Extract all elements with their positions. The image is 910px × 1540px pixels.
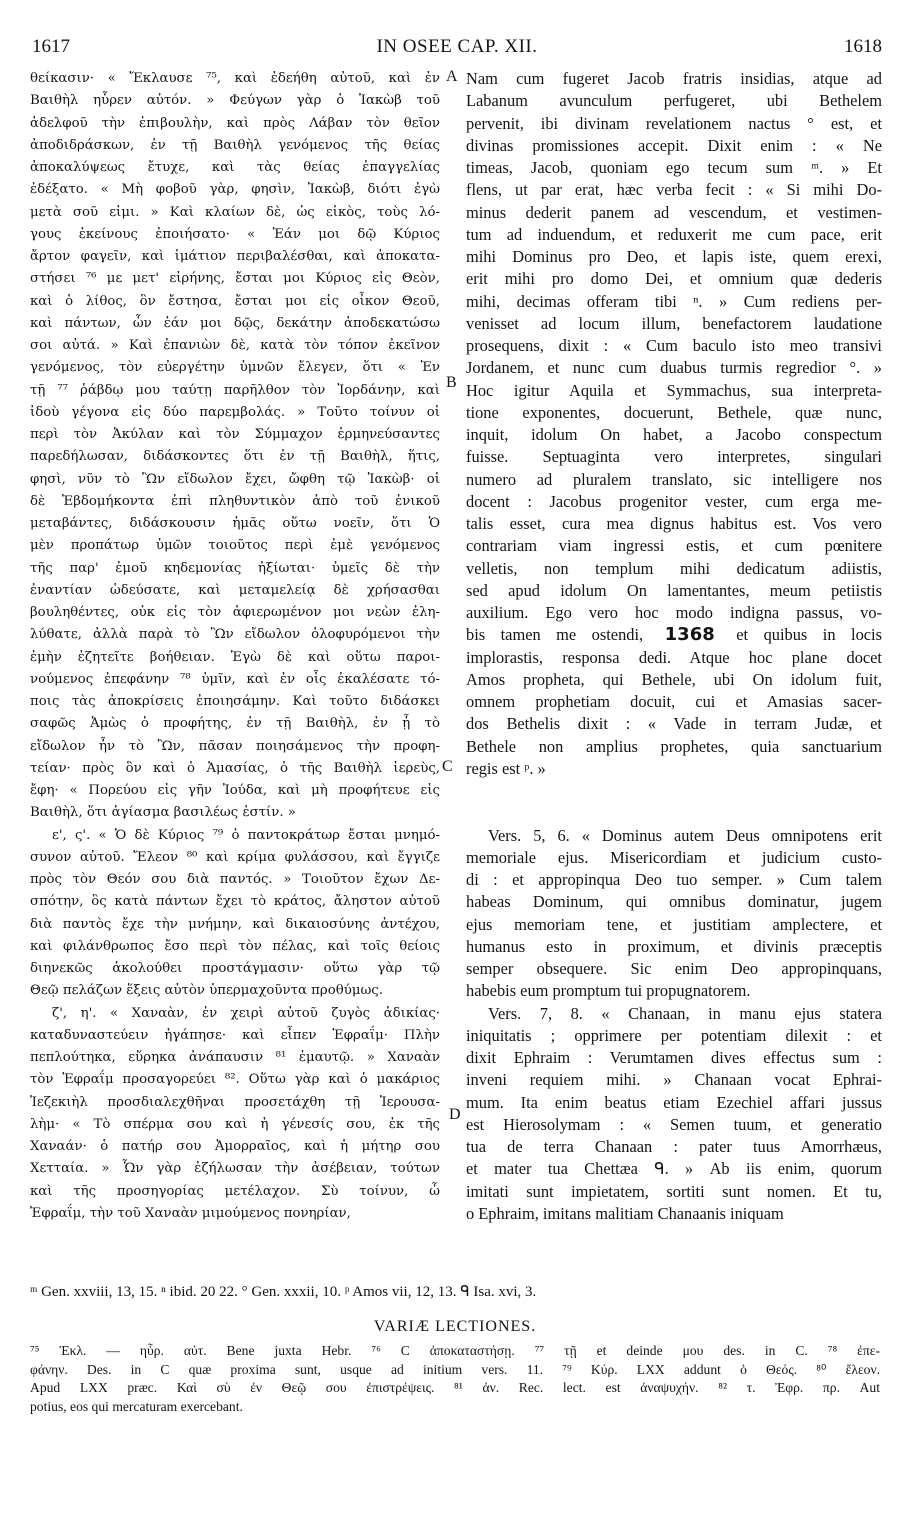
latin-text-line: et mater tua Chettæa ᑫ. » Ab iis enim, quorum — [466, 1159, 882, 1179]
latin-text-line: Labanum avunculum perfugeret, ubi Bethelem — [466, 91, 882, 111]
latin-text-line: habebis eum promptum tui propugnatorem. — [466, 981, 751, 1001]
page-header — [32, 36, 882, 62]
greek-text-line: Βαιθὴλ, ὅτι ἁγίασμα βασιλέως ἐστίν. » — [30, 805, 296, 821]
latin-text-line: Bethele non amplius prophetes, quia sanctuarium — [466, 736, 882, 756]
latin-text-line: tione exponentes, docuerunt, Bethele, quæ nunc, — [466, 402, 882, 422]
latin-text-line: talis esset, cura mea dignus habitus est. Vos vero — [466, 514, 882, 533]
latin-text-line: erit mihi pro domo Dei, et omnium quæ dederis — [466, 269, 882, 289]
latin-text-line: venisset ad locum illum, benefactorem laudatione — [466, 313, 882, 333]
variae-line: Apud LXX præc. Καὶ σὺ ἐν Θεῷ σου ἐπιστρέψεις. ⁸¹ ἀν. Rec. lect. est ἀναψυχήν. ⁸² τ. Ἐφρ. πρ. Aut — [30, 1380, 880, 1395]
variae-line: φάνην. Des. in C quæ proxima sunt, usque ad initium vers. 11. ⁷⁹ Κύρ. LXX addunt ὁ Θεός. ⁸⁰ ἔλεον. — [30, 1361, 880, 1377]
greek-text-line: Ἰεζεκιὴλ προσδιαλεχθῆναι προσετάχθη τῇ Ἱερουσα- — [30, 1094, 440, 1110]
greek-text-line: ἀποκαλύψεως ἔτυχε, καὶ τὰς θείας ἐπαγγελίας — [30, 160, 440, 175]
latin-text-line: numero ad pluralem translato, sic intelligere nos — [466, 469, 882, 489]
greek-text-line: καὶ ὁ λίθος, ὃν ἔστησα, ἔσται μοι εἰς οἶκον Θεοῦ, — [30, 293, 440, 309]
greek-text-line: τῆς παρ' ἐμοῦ κηδεμονίας ἠξίωται· ὑμεῖς δὲ τὴν — [30, 560, 440, 576]
greek-text-line: διὰ παντὸς ἔχε τὴν μνήμην, καὶ δικαιοσύνης ἀντέχου, — [30, 916, 440, 932]
latin-text-line: di : et appropinqua Deo tuo semper. » Cum talem — [466, 870, 882, 889]
greek-text-line: καταδυναστεύειν ἠγάπησε· καὶ εἶπεν Ἐφραΐμ· Πλὴν — [30, 1027, 440, 1043]
latin-text-line: timeas, Jacob, quoniam ego tecum sum ᵐ. » Et — [466, 158, 882, 177]
latin-text-line: humanus esto in proximum, et divinis præceptis — [466, 936, 882, 956]
latin-text-line: mihi, decimas offeram tibi ⁿ. » Cum rediens per- — [466, 291, 882, 311]
greek-text-line: στήσει ⁷⁶ με μετ' εἰρήνης, ἔσται μοι Κύριος εἰς Θεὸν, — [30, 271, 440, 287]
greek-text-line: ἐναντίαν ὡδεύσατε, καὶ μεταμελείᾳ δὲ χρήσασθαι — [30, 582, 440, 598]
greek-text-line: σαφῶς Ἀμὼς ὁ προφήτης, ἐν τῇ Βαιθὴλ, ἐν ᾗ τὸ — [30, 716, 440, 732]
greek-text-line: Βαιθὴλ ηὗρεν αὐτόν. » Φεύγων γὰρ ὁ Ἰακὼβ τοῦ — [30, 93, 440, 109]
latin-text-line: iniquitatis ; opprimere per potentiam dilexit : et — [466, 1025, 882, 1045]
greek-text-line: μεταβάντες, διδάσκουσιν ἡμᾶς οὕτω νοεῖν, ὅτι Ὁ — [30, 516, 440, 531]
latin-text-line: ejus memoriam tene, et justitiam amplectere, et — [466, 914, 882, 934]
latin-column — [466, 68, 882, 1225]
latin-text-line: semper obsequere. Sic enim Deo appropinquans, — [466, 959, 882, 978]
latin-text-line: mihi Dominus pro Deo, et lapis iste, quem erexi, — [466, 247, 882, 266]
greek-text-line: εἴδωλον ἦν τὸ Ὢν, πᾶσαν ποιησάμενος τὴν προφη- — [30, 738, 440, 754]
latin-text-line: Vers. 5, 6. « Dominus autem Deus omnipotens erit — [488, 825, 882, 845]
greek-text-line: πεπλούτηκα, εὕρηκα ἀνάπαυσιν ⁸¹ ἐμαυτῷ. » Χαναὰν — [30, 1050, 440, 1065]
greek-text-line: καὶ πάντων, ὧν ἐάν μοι δῷς, δεκάτην ἀποδεκατώσω — [30, 315, 440, 331]
greek-text-line: τείαν· πρὸς ὃν καὶ ὁ Ἀμασίας, ὁ τῆς Βαιθὴλ ἱερεὺς, — [30, 760, 440, 776]
margin-letter-b: B — [446, 374, 457, 391]
latin-text-line: Hoc igitur Aquila et Symmachus, sua interpreta- — [466, 380, 882, 400]
greek-text-line: ἐμὴν ἐζητεῖτε βοήθειαν. Ἐγὼ δὲ καὶ οὕτω παροι- — [30, 649, 440, 665]
column-number: 1368 — [664, 624, 715, 646]
latin-text-line: tum ad induendum, et reduxerit me cum pace, erit — [466, 224, 882, 244]
latin-text-line: imitati sunt impietatem, sortiti sunt nomen. Et tu, — [466, 1181, 882, 1201]
greek-text-line: καὶ τῆς προσηγορίας μετέλαχον. Σὺ τοίνυν, ὦ — [30, 1183, 440, 1199]
greek-text-line: ἰδοὺ γέγονα εἰς δύο παρεμβολάς. » Τοῦτο τοίνυν οἱ — [30, 404, 440, 420]
variae-line: ⁷⁵ Ἐκλ. — ηὗρ. αὐτ. Bene juxta Hebr. ⁷⁶ C ἀποκαταστήσῃ. ⁷⁷ τῇ et deinde μου des. in C. ⁷⁸ ἐπε- — [30, 1343, 880, 1358]
latin-text-line: auxilium. Ego vero hoc modo indigna passus, vo- — [466, 603, 882, 622]
page-number-left: 1617 — [32, 36, 70, 57]
greek-text-line: ἀδελφοῦ τὴν ἐπιβουλὴν, καὶ πρὸς Λάβαν τὸν θεῖον — [30, 115, 440, 131]
greek-text-line: τῇ ⁷⁷ ῥάβδῳ μου ταύτῃ παρῆλθον τὸν Ἰορδάνην, καὶ — [30, 382, 440, 398]
greek-text-line: παρεδήλωσαν, διδάσκοντες ὅτι ἐν τῇ Βαιθὴλ, ἥτις, — [30, 449, 440, 465]
greek-text-line: καὶ φιλάνθρωπος ἔσο περὶ τὸν πέλας, καὶ τοῖς θείοις — [30, 938, 440, 954]
greek-text-line: μετὰ σοῦ εἰμι. » Καὶ κλαίων δὲ, ὡς εἰκὸς, τοὺς λό- — [30, 204, 440, 220]
latin-bottom-block — [466, 825, 882, 1226]
greek-text-line: ἄρτον φαγεῖν, καὶ ἱμάτιον περιβαλέσθαι, καὶ ἀποκατα- — [30, 249, 440, 264]
latin-text-line: minus dederit panem ad vescendum, et vestimen- — [466, 202, 882, 222]
greek-text-line: λὴμ· « Τὸ σπέρμα σου καὶ ἡ γένεσίς σου, ἐκ τῆς — [30, 1116, 440, 1132]
greek-text-line: φησὶ, νῦν τὸ Ὢν εἴδωλον ἔχει, ὤφθη τῷ Ἰακὼβ· οἱ — [30, 471, 440, 487]
latin-text-line: prosequens, dixit : « Cum baculo isto meo transivi — [466, 336, 882, 355]
variae-lectiones — [30, 1342, 880, 1416]
greek-text-line: ἀποδιδράσκων, ἐν τῇ Βαιθὴλ γενόμενος τῆς θείας — [30, 137, 440, 153]
latin-text-line: docent : Jacobus progenitor vester, cum erga me- — [466, 491, 882, 511]
latin-text-line: contrariam viam ingressi estis, et cum pœnitere — [466, 536, 882, 556]
greek-text-line: σοι αὐτά. » Καὶ ἐπανιὼν δὲ, κατὰ τὸν τόπον ἐκεῖνον — [30, 338, 440, 353]
latin-text-line: sed apud idolum On lamentantes, meum petiistis — [466, 580, 882, 600]
paragraph-gap — [466, 802, 882, 824]
greek-text-line: νούμενος ἐπεφάνην ⁷⁸ ὑμῖν, καὶ ἐν οἷς ἐκαλέσατε τό- — [30, 671, 440, 687]
latin-text-line: velletis, non templum mihi dedicatum adiistis, — [466, 558, 882, 578]
latin-text-line: Jordanem, et nunc cum duabus turmis regredior °. » — [466, 358, 882, 378]
latin-text-line: habeas Dominum, qui omnibus dominatur, jugem — [466, 892, 882, 912]
scripture-footnotes: ᵐ Gen. xxviii, 13, 15. ⁿ ibid. 20 22. ° Gen. xxxii, 10. ᵖ Amos vii, 12, 13. ᑫ Isa. xvi, 3. — [30, 1284, 537, 1300]
paragraph-gap — [466, 780, 882, 802]
latin-text-line: o Ephraim, imitans malitiam Chanaanis iniquam — [466, 1203, 784, 1223]
latin-text-line: Amos propheta, qui Bethele, ubi On idolum fuit, — [466, 669, 882, 689]
greek-column — [30, 68, 440, 1225]
greek-text-line: περὶ τὸν Ἀκύλαν καὶ τὸν Σύμμαχον ἑρμηνεύσαντες — [30, 427, 440, 442]
latin-text-line: pervenit, ibi divinam revelationem nactus ° est, et — [466, 113, 882, 133]
variae-lectiones-title: VARIÆ LECTIONES. — [373, 1318, 537, 1335]
latin-text-line: dixit Ephraim : Verumtamen dives effectus sum : — [466, 1048, 882, 1067]
greek-text-line: γους ἐκείνους ἐποιήσατο· « Ἐάν μοι δῷ Κύριος — [30, 226, 440, 242]
latin-line-number — [466, 624, 882, 646]
greek-text-line: βουληθέντες, οὐκ εἰς τὸν ἀφιερωμένον μοι νεὼν ἐλη- — [30, 605, 440, 620]
greek-text-line: γενόμενος, τὸν εὐεργέτην ὑμνῶν ἔλεγεν, ὅτι « Ἐν — [30, 360, 440, 376]
latin-text-line: flens, ut par erat, hæc verba fecit : « Si mihi Do- — [466, 180, 882, 200]
latin-text-line: regis est ᵖ. » — [466, 758, 546, 778]
latin-middle-block — [466, 647, 882, 781]
greek-text-line: λύθατε, ἀλλὰ παρὰ τὸ Ὢν εἴδωλον ὀλοφυρόμενοι τὴν — [30, 627, 440, 643]
latin-text-line: fuisse. Septuaginta vero interpretes, singulari — [466, 447, 882, 467]
greek-text-line: μὲν προπάτωρ ὑμῶν τοιοῦτος περὶ ἐμὲ γενόμενος — [30, 538, 440, 554]
latin-text-line: inquit, idolum On habet, a Jacobo conspectum — [466, 425, 882, 444]
latin-text-line: est Hierosolymam : « Semen tuum, et generatio — [466, 1114, 882, 1134]
variae-line: potius, eos qui mercaturam exercebant. — [30, 1398, 243, 1414]
greek-text-line: Χετταία. » Ὧν γὰρ ἐζήλωσαν τὴν ἀσέβειαν, τούτων — [30, 1161, 440, 1177]
greek-text-line: τὸν Ἐφραΐμ προσαγορεύει ⁸². Οὕτω γὰρ καὶ ὁ μακάριος — [30, 1072, 440, 1088]
latin-text-line: dos Bethelis dixit : « Vade in terram Judæ, et — [466, 714, 882, 734]
greek-text-line: πρὸς τὸν Θεόν σου διὰ παντός. » Τοιοῦτον ἔχων Δε- — [30, 872, 440, 887]
greek-text-line: Ἐφραΐμ, τὴν τοῦ Χαναὰν μιμούμενος πονηρίαν, — [30, 1205, 351, 1221]
latin-text-line: mum. Ita enim beatus etiam Ezechiel affari jussus — [466, 1092, 882, 1112]
latin-text-line: implorastis, responsa dedi. Atque hoc plane docet — [466, 647, 882, 667]
greek-text-line: Χαναάν· ὁ πατήρ σου Ἀμορραῖος, καὶ ἡ μήτηρ σου — [30, 1139, 440, 1154]
running-title: IN OSEE CAP. XII. — [376, 36, 538, 57]
greek-text-line: διηνεκῶς ἀκολούθει προστάγμασιν· οὕτω γὰρ τῷ — [30, 961, 440, 976]
greek-text-line: ζ', η'. « Χαναὰν, ἐν χειρὶ αὐτοῦ ζυγὸς ἀδικίας· — [52, 1005, 440, 1021]
greek-text-line: Θεῷ πελάζων ἕξεις αὐτὸν ὑπερμαχοῦντα προθύμως. — [30, 983, 383, 999]
greek-text-line: συνον αὐτοῦ. Ἔλεον ⁸⁰ καὶ κρίμα φυλάσσου, καὶ ἔγγιζε — [30, 849, 440, 865]
latin-text-line: divinas promissiones accepit. Dixit enim : « Ne — [466, 135, 882, 155]
margin-letter-a: A — [446, 68, 458, 85]
greek-text-line: δὲ Ἑβδομήκοντα ἐπὶ πληθυντικὸν ἀπὸ τοῦ ἑνικοῦ — [30, 493, 440, 509]
latin-text-line: Vers. 7, 8. « Chanaan, in manu ejus statera — [488, 1003, 882, 1023]
latin-text-line: inveni requiem mihi. » Chanaan vocat Ephrai- — [466, 1070, 882, 1090]
latin-number-after: et quibus in locis — [736, 625, 882, 645]
greek-text-line: ἔφη· « Πορεύου εἰς γῆν Ἰούδα, καὶ μὴ προφήτευε εἰς — [30, 783, 440, 798]
latin-text-line: Nam cum fugeret Jacob fratris insidias, atque ad — [466, 69, 882, 88]
margin-letter-d: D — [449, 1106, 461, 1123]
latin-text-line: tua de terra Chanaan : pater tuus Amorrhæus, — [466, 1137, 882, 1156]
greek-text-line: ποις τὰς ἀποκρίσεις ἐποιησάμην. Καὶ τοῦτο διδάσκει — [30, 694, 440, 709]
latin-top-block — [466, 68, 882, 624]
greek-text-line: ε', ς'. « Ὁ δὲ Κύριος ⁷⁹ ὁ παντοκράτωρ ἔσται μνημό- — [52, 827, 440, 843]
greek-text-line: σπότην, ὃς κατὰ πάντων ἔχει τὸ κράτος, ἄληστον αὐτοῦ — [30, 894, 440, 910]
latin-text-line: memoriale ejus. Misericordiam et judicium custo- — [466, 847, 882, 867]
greek-text-line: ἐδέξατο. « Μὴ φοβοῦ γὰρ, φησὶν, Ἰακὼβ, διότι ἐγὼ — [30, 182, 440, 198]
latin-text-line: omnem prophetiam docuit, cui et Amasias sacer- — [466, 692, 882, 711]
page-number-right: 1618 — [844, 36, 882, 57]
greek-text-line: θείκασιν· « Ἔκλαυσε ⁷⁵, καὶ ἐδεήθη αὐτοῦ, καὶ ἐν — [30, 71, 440, 86]
margin-letter-c: C — [442, 758, 453, 775]
latin-number-before: bis tamen me ostendi, — [466, 625, 644, 645]
